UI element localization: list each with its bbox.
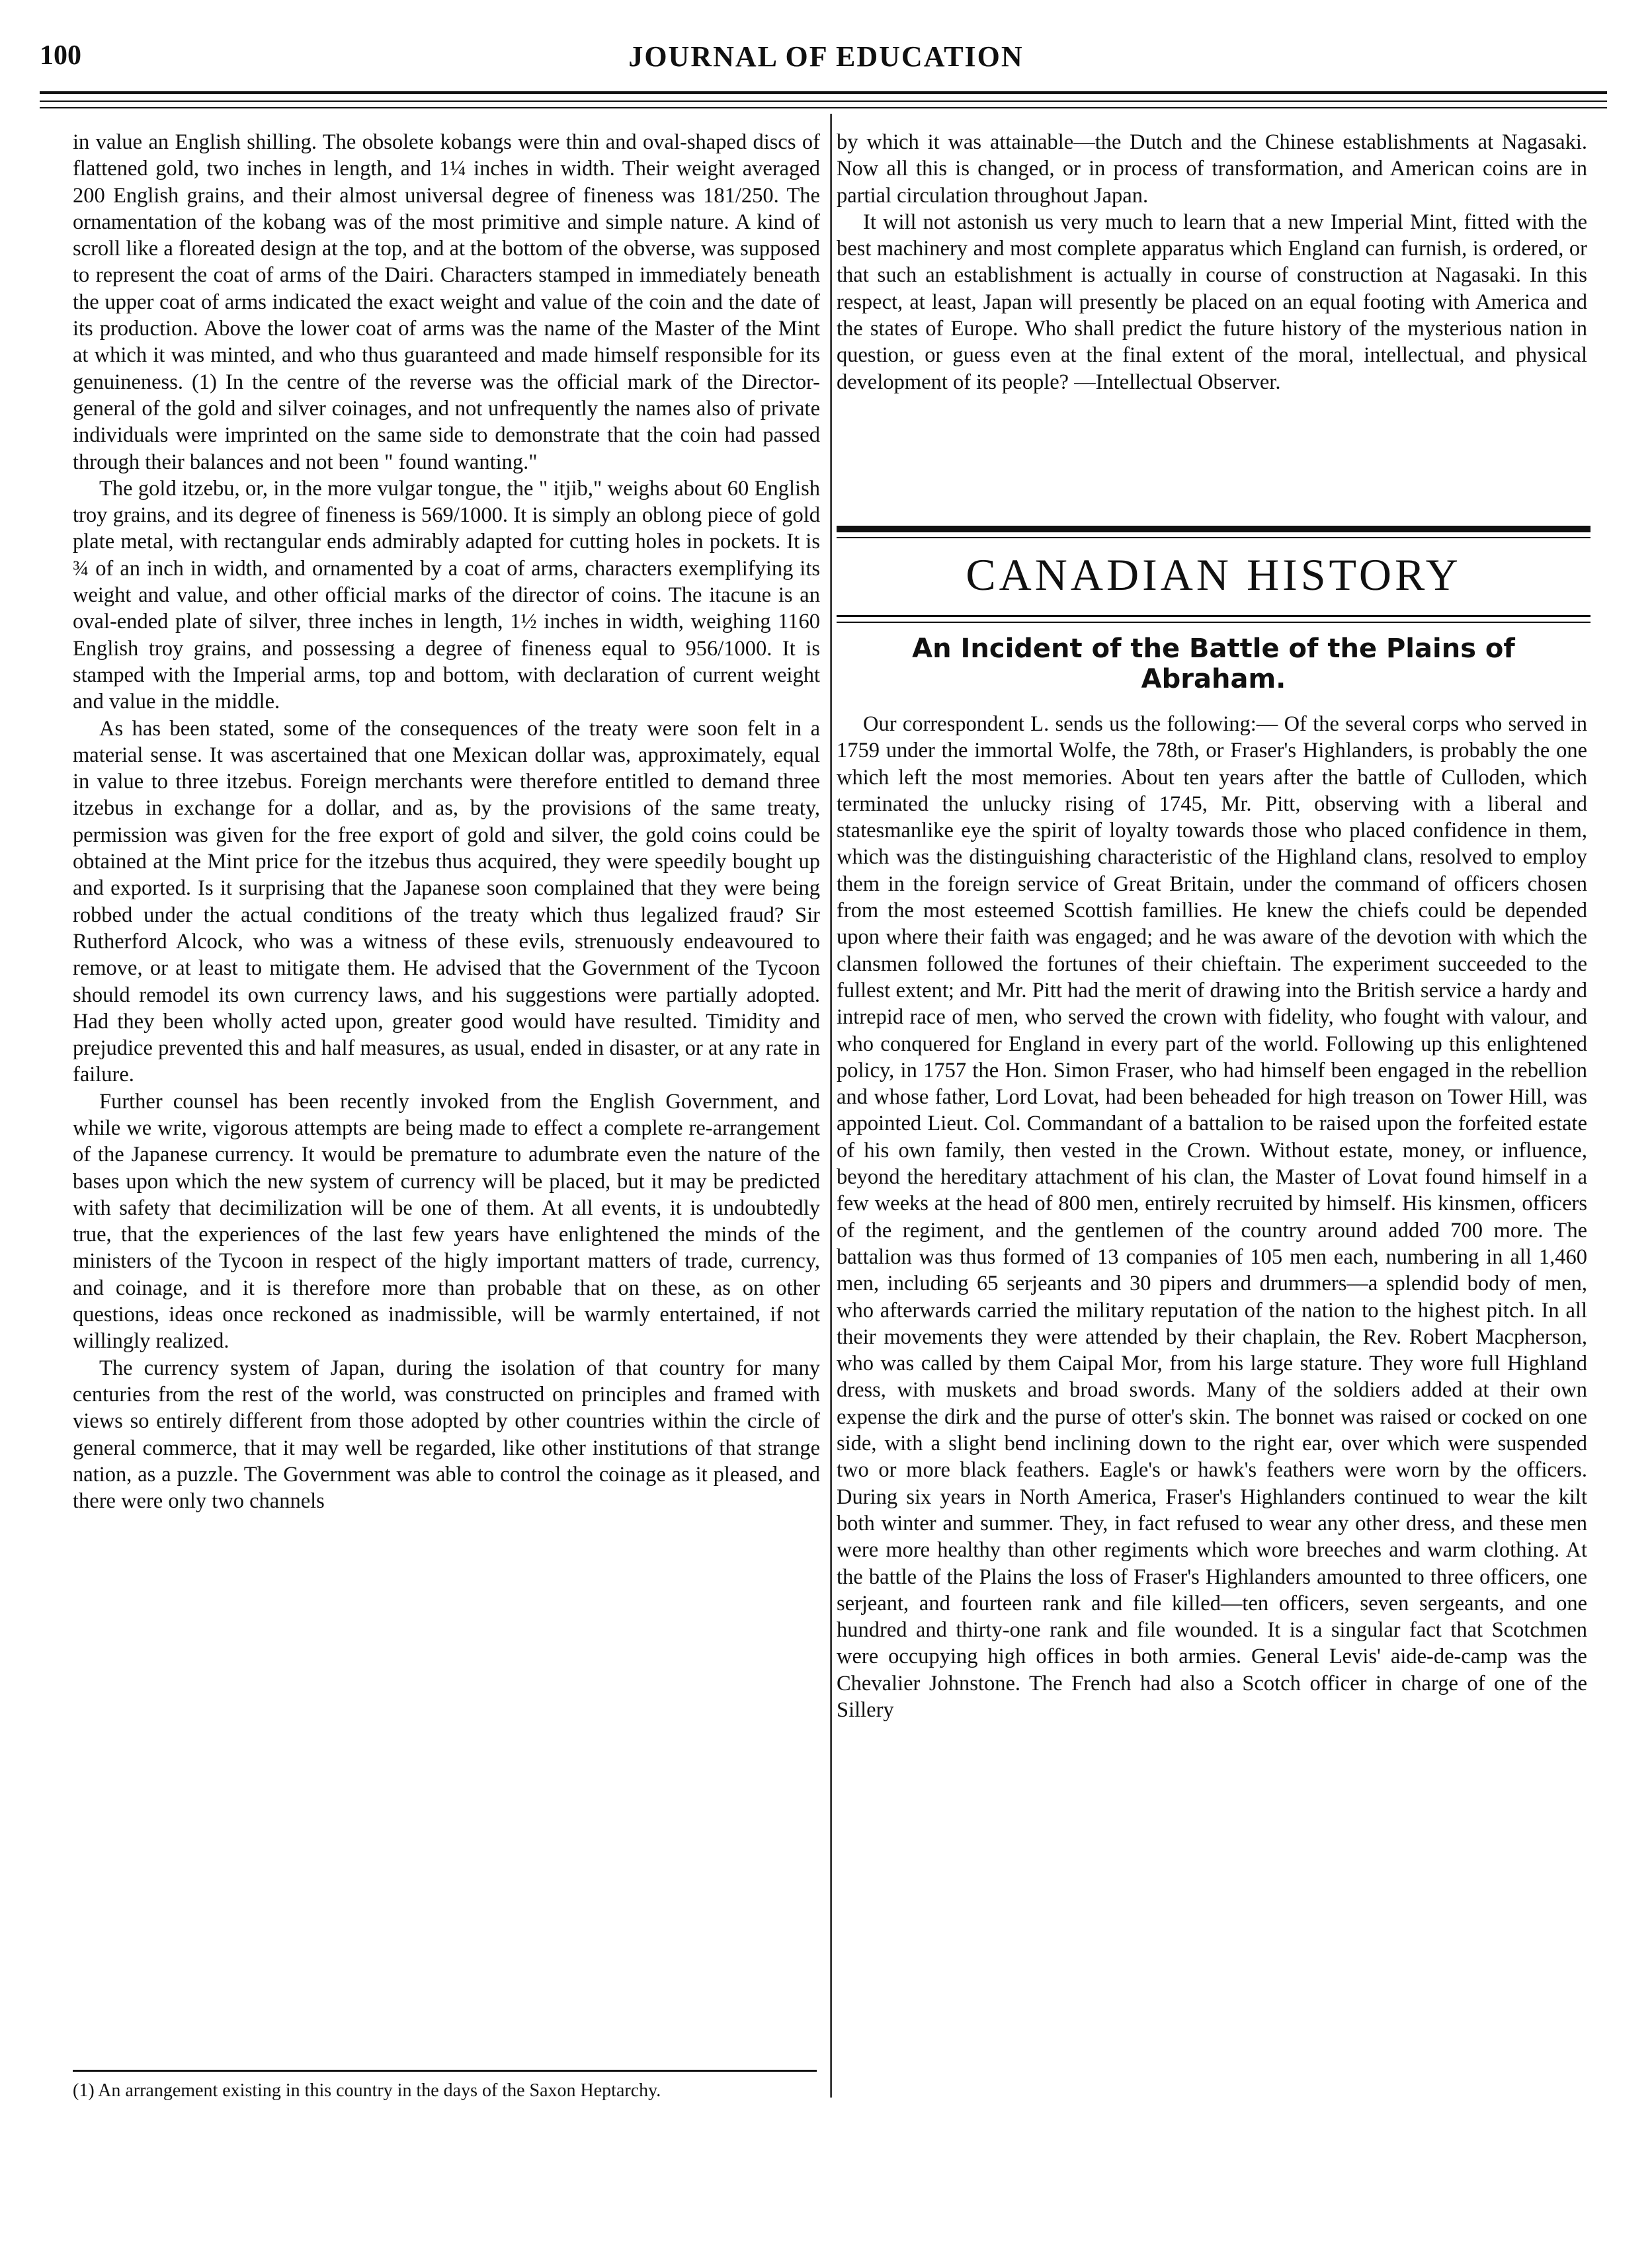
paragraph: in value an English shilling. The obsolete kobangs were thin and oval-shaped discs of flattened gold, two inches in length, and 1¼ inches in width. Their weight averaged 200 English grains, and their almost universal degree of fineness was 181/250. The ornamentation of the kobang was of the most primitive and simple nature. A kind of scroll like a floreated design at the top, and at the bottom of the obverse, was supposed to represent the coat of arms of the Dairi. Characters stamped in immediately beneath the upper coat of arms indicated the exact weight and value of the coin and the date of its production. Above the lower coat of arms was the name of the Master of the Mint at which it was minted, and who thus guaranteed and made himself responsible for its genuineness. (1) In the centre of the reverse was the official mark of the Director-general of the gold and silver coinages, and not unfrequently the names also of private individuals were imprinted on the same side to demonstrate that the coin had passed through their balances and not been " found wanting." xyxy=(73,130,820,474)
section-rule xyxy=(837,622,1590,623)
footnote-rule xyxy=(73,2070,817,2072)
paragraph: Our correspondent L. sends us the following:— Of the several corps who served in 1759 under the immortal Wolfe, the 78th, or Fraser's Highlanders, is probably the one which left the most memories. About ten years after the battle of Culloden, which terminated the unlucky rising of 1745, Mr. Pitt, observing with a liberal and statesmanlike eye the spirit of loyalty towards those who placed confidence in them, which was the distinguishing characteristic of the Highland clans, resolved to employ them in the foreign service of Great Britain, under the command of officers chosen from the most esteemed Scottish famillies. He knew the chiefs could be depended upon where their faith was engaged; and he was aware of the devotion with which the clansmen followed the fortunes of their chieftain. The experiment succeeded to the fullest extent; and Mr. Pitt had the merit of drawing into the British service a hardy and intrepid race of men, who served the crown with fidelity, who fought with valour, and who conquered for England in every part of the world. Following up this enlightened policy, in 1757 the Hon. Simon Fraser, who had himself been engaged in the rebellion and whose father, Lord Lovat, had been beheaded for high treason on Tower Hill, was appointed Lieut. Col. Commandant of a battalion to be raised upon the forfeited estate of his own family, then vested in the Crown. Without estate, money, or influence, beyond the hereditary attachment of his clan, the Master of Lovat found himself in a few weeks at the head of 800 men, entirely recruited by himself. His kinsmen, officers of the regiment, and the gentlemen of the country around added 700 more. The battalion was thus formed of 13 companies of 105 men each, numbering in all 1,460 men, including 65 serjeants and 30 pipers and drummers—a splendid body of men, who afterwards carried the military reputation of the nation to the highest pitch. In all their movements they were attended by their chaplain, the Rev. Robert Macpherson, who was called by them Caipal Mor, from his large stature. They wore full Highland dress, with muskets and broad swords. Many of the soldiers added at their own expense the dirk and the purse of otter's skin. The bonnet was raised or cocked on one side, with a slight bend inclining down to the right ear, over which were suspended two or more black feathers. Eagle's or hawk's feathers were worn by the officers. During six years in North America, Fraser's Highlanders continued to wear the kilt both winter and summer. They, in fact refused to wear any other dress, and these men were more healthy than other regiments which wore breeches and warm clothing. At the battle of the Plains the loss of Fraser's Highlanders amounted to three officers, one serjeant, and fourteen rank and file killed—ten officers, seven sergeants, and one hundred and thirty-one rank and file wounded. It is a singular fact that Scotchmen were occupying high offices in both armies. General Levis' aide-de-camp was the Chevalier Johnstone. The French had also a Scotch officer in charge of one of the Sillery xyxy=(837,712,1587,1722)
header-rule xyxy=(40,107,1607,108)
right-column-continuation xyxy=(837,129,1587,506)
article-title: An Incident of the Battle of the Plains of Abraham. xyxy=(912,633,1515,694)
paragraph: The currency system of Japan, during the isolation of that country for many centuries from the rest of the world, was constructed on principles and framed with views so entirely different from those adopted by other countries within the circle of general commerce, that it may well be regarded, like other institutions of that strange nation, as a puzzle. The Government was able to control the coinage as it pleased, and there were only two channels xyxy=(73,1356,820,1514)
paragraph: The gold itzebu, or, in the more vulgar tongue, the " itjib," weighs about 60 English troy grains, and its degree of fineness is 569/1000. It is simply an oblong piece of gold plate metal, with rectangular ends admirably adapted for cutting holes in pockets. It is ¾ of an inch in width, and ornamented by a coat of arms, characters exemplifying its weight and value, and other official marks of the director of coins. The itacune is an oval-ended plate of silver, three inches in length, 1½ inches in width, weighing 1160 English troy grains, and possessing a degree of fineness equal to 956/1000. It is stamped with the Imperial arms, top and bottom, with declaration of current weight and value in the middle. xyxy=(73,476,820,714)
section-rule xyxy=(837,526,1590,532)
section-rule xyxy=(837,615,1590,617)
paragraph: Further counsel has been recently invoked from the English Government, and while we write, vigorous attempts are being made to effect a complete re-arrangement of the Japanese currency. It would be premature to adumbrate even the nature of the bases upon which the new system of currency will be placed, but it may be predicted with safety that decimilization will be one of them. At all events, it is undoubtedly true, that the experiences of the last few years have enlightened the minds of the ministers of the Tycoon in respect of the higly important matters of trade, currency, and coinage, and it is therefore more than probable that on these, as on other questions, ideas once reckoned as inadmissible, will be warmly entertained, if not willingly realized. xyxy=(73,1089,820,1354)
footnote: (1) An arrangement existing in this country in the days of the Saxon Heptarchy. xyxy=(73,2080,661,2101)
paragraph: As has been stated, some of the consequences of the treaty were soon felt in a material sense. It was ascertained that one Mexican dollar was, approximately, equal in value to three itzebus. Foreign merchants were therefore entitled to demand three itzebus in exchange for a dollar, and as, by the provisions of the same treaty, permission was given for the free export of gold and silver, the gold coins could be obtained at the Mint price for the itzebus thus acquired, they were speedily bought up and exported. Is it surprising that the Japanese soon complained that they were being robbed under the actual conditions of the treaty which thus legalized fraud? Sir Rutherford Alcock, who was a witness of these evils, strenuously endeavoured to remove, or at least to mitigate them. He advised that the Government of the Tycoon should remodel its own currency laws, and his suggestions were partially adopted. Had they been wholly acted upon, greater good would have resulted. Timidity and prejudice prevented this and half measures, as usual, ended in disaster, or at any rate in failure. xyxy=(73,716,820,1087)
column-divider xyxy=(830,114,832,2098)
section-rule xyxy=(837,537,1590,538)
header-rule xyxy=(40,101,1607,102)
header-rule xyxy=(40,91,1607,94)
page-number: 100 xyxy=(40,40,81,71)
left-column xyxy=(73,129,820,2063)
running-title: JOURNAL OF EDUCATION xyxy=(628,40,1024,73)
article-body xyxy=(837,711,1587,2116)
paragraph: by which it was attainable—the Dutch and the Chinese establishments at Nagasaki. Now all this is changed, or in process of transformation, and American coins are in partial circulation throughout Japan. xyxy=(837,130,1587,208)
section-heading: CANADIAN HISTORY xyxy=(966,550,1462,600)
paragraph: It will not astonish us very much to learn that a new Imperial Mint, fitted with the best machinery and most complete apparatus which England can furnish, is ordered, or that such an establishment is actually in course of construction at Nagasaki. In this respect, at least, Japan will presently be placed on an equal footing with America and the states of Europe. Who shall predict the future history of the mysterious nation in question, or guess even at the final extent of the moral, intellectual, and physical development of its people? —Intellectual Observer. xyxy=(837,210,1587,394)
